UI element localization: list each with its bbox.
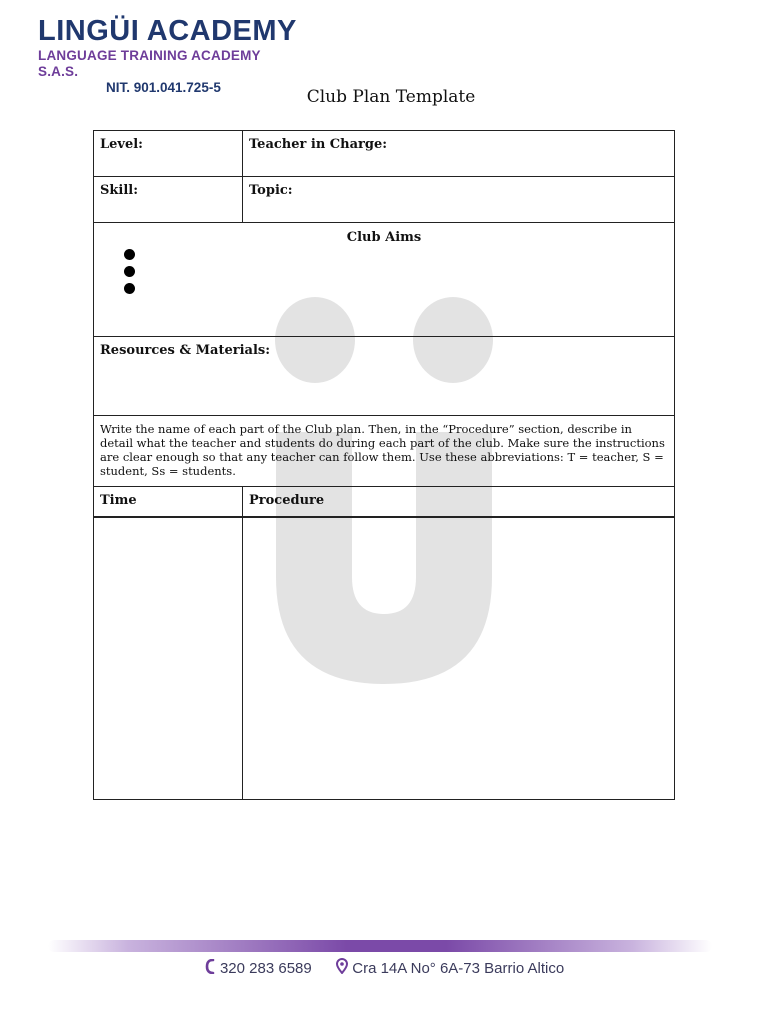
location-pin-icon (336, 958, 348, 978)
phone-icon (204, 959, 216, 978)
skill-cell[interactable] (94, 177, 243, 223)
teacher-label: Teacher in Charge: (249, 137, 388, 152)
procedure-entry-cell[interactable] (243, 517, 675, 800)
level-cell[interactable] (94, 131, 243, 177)
logo-sub-text: LANGUAGE TRAINING ACADEMY S.A.S. (38, 48, 261, 79)
instructions-text: Write the name of each part of the Club plan. Then, in the “Procedure” section, describe in detail what the teacher and students do during each part of the club. Make sure the instructions are clear enough so that any teacher can follow them. Use these abbreviations: T = teacher, S = student, Ss = students. (94, 416, 675, 487)
academy-logo (38, 14, 298, 96)
time-entry-cell[interactable] (94, 517, 243, 800)
footer-gradient-bar (48, 940, 712, 952)
page-title: Club Plan Template (306, 87, 476, 107)
teacher-cell[interactable] (243, 131, 675, 177)
club-plan-form (93, 130, 675, 800)
topic-label: Topic: (249, 183, 293, 198)
footer-contact (0, 958, 768, 978)
logo-nit-text: NIT. 901.041.725-5 (106, 80, 221, 95)
aim-bullet (124, 266, 135, 277)
skill-label: Skill: (100, 183, 139, 198)
club-aims-cell[interactable] (94, 223, 675, 337)
resources-label: Resources & Materials: (100, 343, 271, 358)
address-text: Cra 14A No° 6A-73 Barrio Altico (352, 959, 565, 977)
club-aims-heading: Club Aims (346, 230, 422, 245)
level-label: Level: (100, 137, 143, 152)
phone-number: 320 283 6589 (219, 959, 312, 977)
aims-bullet-list (124, 249, 668, 294)
topic-cell[interactable] (243, 177, 675, 223)
aim-bullet (124, 283, 135, 294)
procedure-header-cell (243, 487, 675, 517)
logo-main-text: LINGÜI ACADEMY (38, 15, 297, 47)
time-header: Time (100, 493, 137, 508)
resources-cell[interactable] (94, 337, 675, 416)
procedure-header: Procedure (249, 493, 325, 508)
aim-bullet (124, 249, 135, 260)
time-header-cell (94, 487, 243, 517)
